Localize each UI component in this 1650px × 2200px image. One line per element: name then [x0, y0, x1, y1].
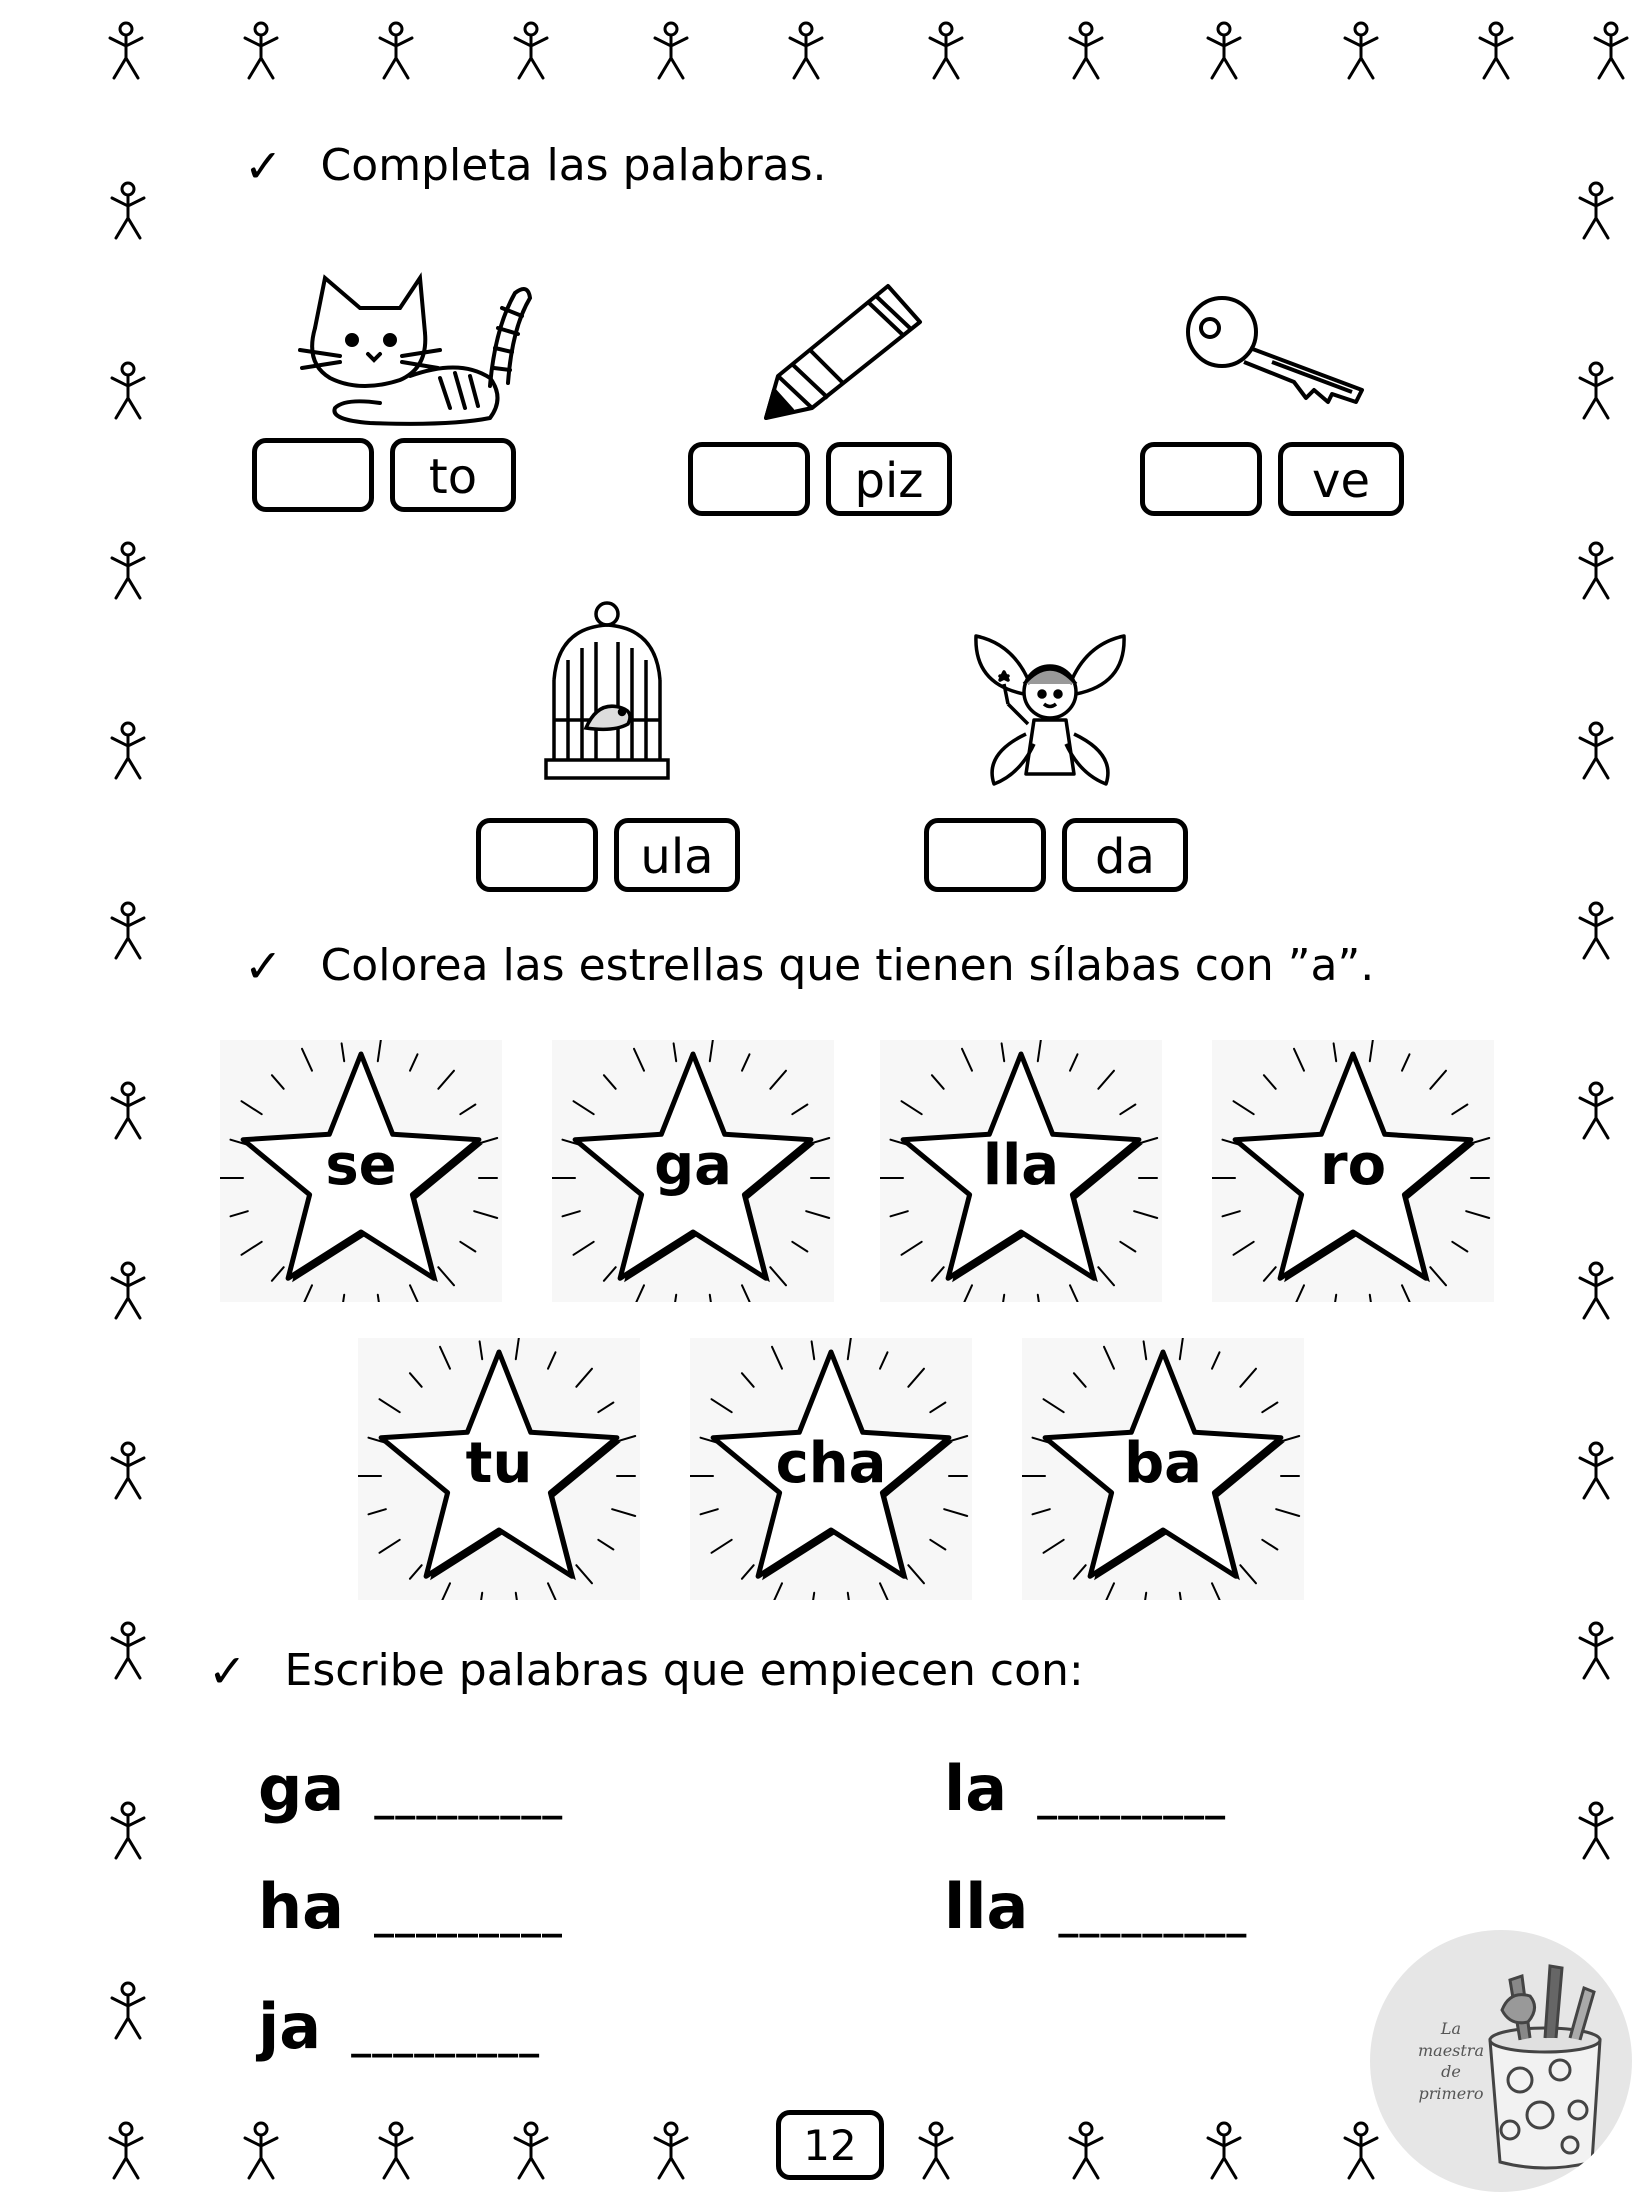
star-syllable: lla	[982, 1133, 1060, 1198]
star-card[interactable]	[690, 1338, 972, 1600]
stick-figure-icon	[1060, 20, 1112, 84]
write-row	[258, 1752, 563, 1825]
stick-figure-icon	[102, 1080, 154, 1144]
write-syllable: ja	[258, 1990, 322, 2063]
star-card[interactable]	[1212, 1040, 1494, 1302]
check-mark-icon: ✓	[244, 938, 283, 993]
write-blank[interactable]: _________	[1058, 1892, 1248, 1938]
syllable-box: da	[1062, 818, 1188, 892]
stick-figure-icon	[920, 20, 972, 84]
pencil-icon	[756, 278, 928, 423]
stick-figure-icon	[102, 1620, 154, 1684]
write-blank[interactable]: _________	[1037, 1774, 1227, 1820]
stick-figure-icon	[102, 1800, 154, 1864]
stick-figure-icon	[102, 1980, 154, 2044]
write-row	[258, 1990, 540, 2063]
stick-figure-icon	[1570, 1440, 1622, 1504]
star-syllable: ro	[1319, 1133, 1387, 1198]
stick-figure-icon	[1570, 900, 1622, 964]
stick-figure-icon	[1570, 1620, 1622, 1684]
stick-figure-icon	[910, 2120, 962, 2184]
stick-figure-icon	[505, 2120, 557, 2184]
syllable-box: ula	[614, 818, 740, 892]
star-card[interactable]	[552, 1040, 834, 1302]
instruction-text: Completa las palabras.	[320, 140, 827, 191]
stick-figure-icon	[370, 2120, 422, 2184]
instruction-write	[208, 1645, 1084, 1696]
star-card[interactable]	[1022, 1338, 1304, 1600]
write-blank[interactable]: _________	[351, 2012, 541, 2058]
write-row	[944, 1870, 1247, 1943]
stick-figure-icon	[100, 20, 152, 84]
stick-figure-icon	[1570, 360, 1622, 424]
stick-figure-icon	[102, 720, 154, 784]
stick-figure-icon	[1198, 2120, 1250, 2184]
instruction-color	[244, 940, 1374, 991]
write-syllable: ha	[258, 1870, 344, 1943]
stick-figure-icon	[1570, 1260, 1622, 1324]
star-syllable: ga	[654, 1133, 732, 1198]
stick-figure-icon	[370, 20, 422, 84]
cat-icon	[290, 268, 535, 428]
star-card[interactable]	[358, 1338, 640, 1600]
stick-figure-icon	[1570, 180, 1622, 244]
syllable-box: piz	[826, 442, 952, 516]
stick-figure-icon	[1570, 720, 1622, 784]
stick-figure-icon	[1060, 2120, 1112, 2184]
stick-figure-icon	[1570, 1080, 1622, 1144]
check-mark-icon: ✓	[208, 1643, 247, 1698]
star-syllable: cha	[775, 1431, 887, 1496]
write-syllable: ga	[258, 1752, 345, 1825]
star-card[interactable]	[880, 1040, 1162, 1302]
logo-text: La maestra de primero	[1417, 2019, 1484, 2103]
stick-figure-icon	[1470, 20, 1522, 84]
write-row	[944, 1752, 1226, 1825]
birdcage-icon	[538, 600, 676, 790]
stick-figure-icon	[102, 1440, 154, 1504]
instruction-complete	[244, 140, 827, 191]
answer-box[interactable]	[1140, 442, 1262, 516]
stick-figure-icon	[102, 360, 154, 424]
stick-figure-icon	[235, 20, 287, 84]
star-syllable: ba	[1124, 1431, 1202, 1496]
fairy-icon	[964, 624, 1136, 792]
syllable-box: ve	[1278, 442, 1404, 516]
stick-figure-icon	[505, 20, 557, 84]
answer-box[interactable]	[476, 818, 598, 892]
page-number: 12	[776, 2110, 884, 2180]
star-syllable: tu	[465, 1431, 533, 1496]
instruction-text: Colorea las estrellas que tienen sílabas con ”a”.	[320, 940, 1375, 991]
stick-figure-icon	[102, 900, 154, 964]
stick-figure-icon	[235, 2120, 287, 2184]
stick-figure-icon	[100, 2120, 152, 2184]
star-card[interactable]	[220, 1040, 502, 1302]
instruction-text: Escribe palabras que empiecen con:	[284, 1645, 1084, 1696]
stick-figure-icon	[1570, 540, 1622, 604]
stick-figure-icon	[645, 20, 697, 84]
stick-figure-icon	[102, 180, 154, 244]
syllable-box: to	[390, 438, 516, 512]
key-icon	[1182, 290, 1374, 415]
answer-box[interactable]	[924, 818, 1046, 892]
stick-figure-icon	[1198, 20, 1250, 84]
check-mark-icon: ✓	[244, 138, 283, 193]
write-syllable: la	[944, 1752, 1008, 1825]
stick-figure-icon	[102, 540, 154, 604]
write-row	[258, 1870, 563, 1943]
stick-figure-icon	[780, 20, 832, 84]
stick-figure-icon	[1585, 20, 1637, 84]
stick-figure-icon	[645, 2120, 697, 2184]
answer-box[interactable]	[252, 438, 374, 512]
write-blank[interactable]: _________	[374, 1774, 564, 1820]
logo	[1370, 1930, 1632, 2192]
write-syllable: lla	[944, 1870, 1029, 1943]
stick-figure-icon	[1335, 20, 1387, 84]
star-syllable: se	[325, 1133, 397, 1198]
write-blank[interactable]: _________	[373, 1892, 563, 1938]
answer-box[interactable]	[688, 442, 810, 516]
stick-figure-icon	[1570, 1800, 1622, 1864]
stick-figure-icon	[102, 1260, 154, 1324]
